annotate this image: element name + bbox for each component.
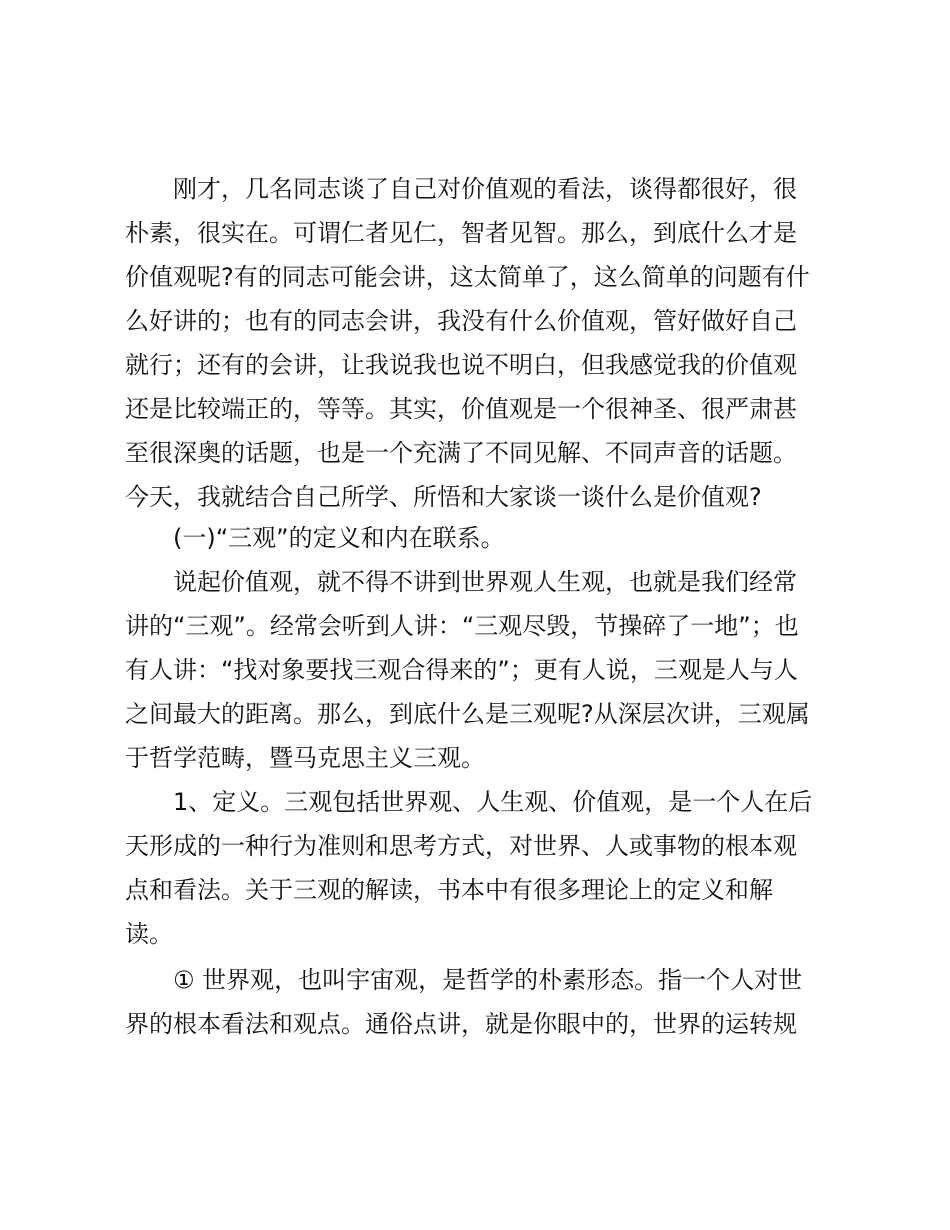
paragraph-3-line-3: 点和看法。关于三观的解读，书本中有很多理论上的定义和解 <box>125 876 773 904</box>
paragraph-1-line-1: 刚才，几名同志谈了自己对价值观的看法，谈得都很好，很 <box>173 175 797 203</box>
paragraph-1-line-8: 今天，我就结合自己所学、所悟和大家谈一谈什么是价值观? <box>125 483 762 511</box>
section-heading: (一)“三观”的定义和内在联系。 <box>173 524 505 552</box>
paragraph-2-line-5: 于哲学范畴，暨马克思主义三观。 <box>125 744 485 772</box>
paragraph-1-line-3: 价值观呢?有的同志可能会讲，这太简单了，这么简单的问题有什 <box>125 263 810 291</box>
paragraph-2-line-1: 说起价值观，就不得不讲到世界观人生观，也就是我们经常 <box>173 568 797 596</box>
paragraph-2-line-3: 有人讲：“找对象要找三观合得来的”；更有人说，三观是人与人 <box>125 656 798 684</box>
paragraph-1-line-6: 还是比较端正的，等等。其实，价值观是一个很神圣、很严肃甚 <box>125 395 797 423</box>
paragraph-1-line-2: 朴素，很实在。可谓仁者见仁，智者见智。那么，到底什么才是 <box>125 219 797 247</box>
paragraph-2-line-4: 之间最大的距离。那么，到底什么是三观呢?从深层次讲，三观属 <box>125 700 810 728</box>
paragraph-4-line-1: ① 世界观，也叫宇宙观，是哲学的朴素形态。指一个人对世 <box>173 966 803 994</box>
paragraph-1-line-4: 么好讲的；也有的同志会讲，我没有什么价值观，管好做好自己 <box>125 307 797 335</box>
paragraph-4-line-2: 界的根本看法和观点。通俗点讲，就是你眼中的，世界的运转规 <box>125 1010 797 1038</box>
paragraph-3-line-2: 天形成的一种行为准则和思考方式，对世界、人或事物的根本观 <box>125 832 797 860</box>
paragraph-3-line-1: 1、定义。三观包括世界观、人生观、价值观，是一个人在后 <box>173 788 813 816</box>
paragraph-1-line-7: 至很深奥的话题，也是一个充满了不同见解、不同声音的话题。 <box>125 439 797 467</box>
paragraph-1-line-5: 就行；还有的会讲，让我说我也说不明白，但我感觉我的价值观 <box>125 351 797 379</box>
paragraph-3-line-4: 读。 <box>125 920 173 948</box>
paragraph-2-line-2: 讲的“三观”。经常会听到人讲：“三观尽毁，节操碎了一地”；也 <box>125 612 799 640</box>
